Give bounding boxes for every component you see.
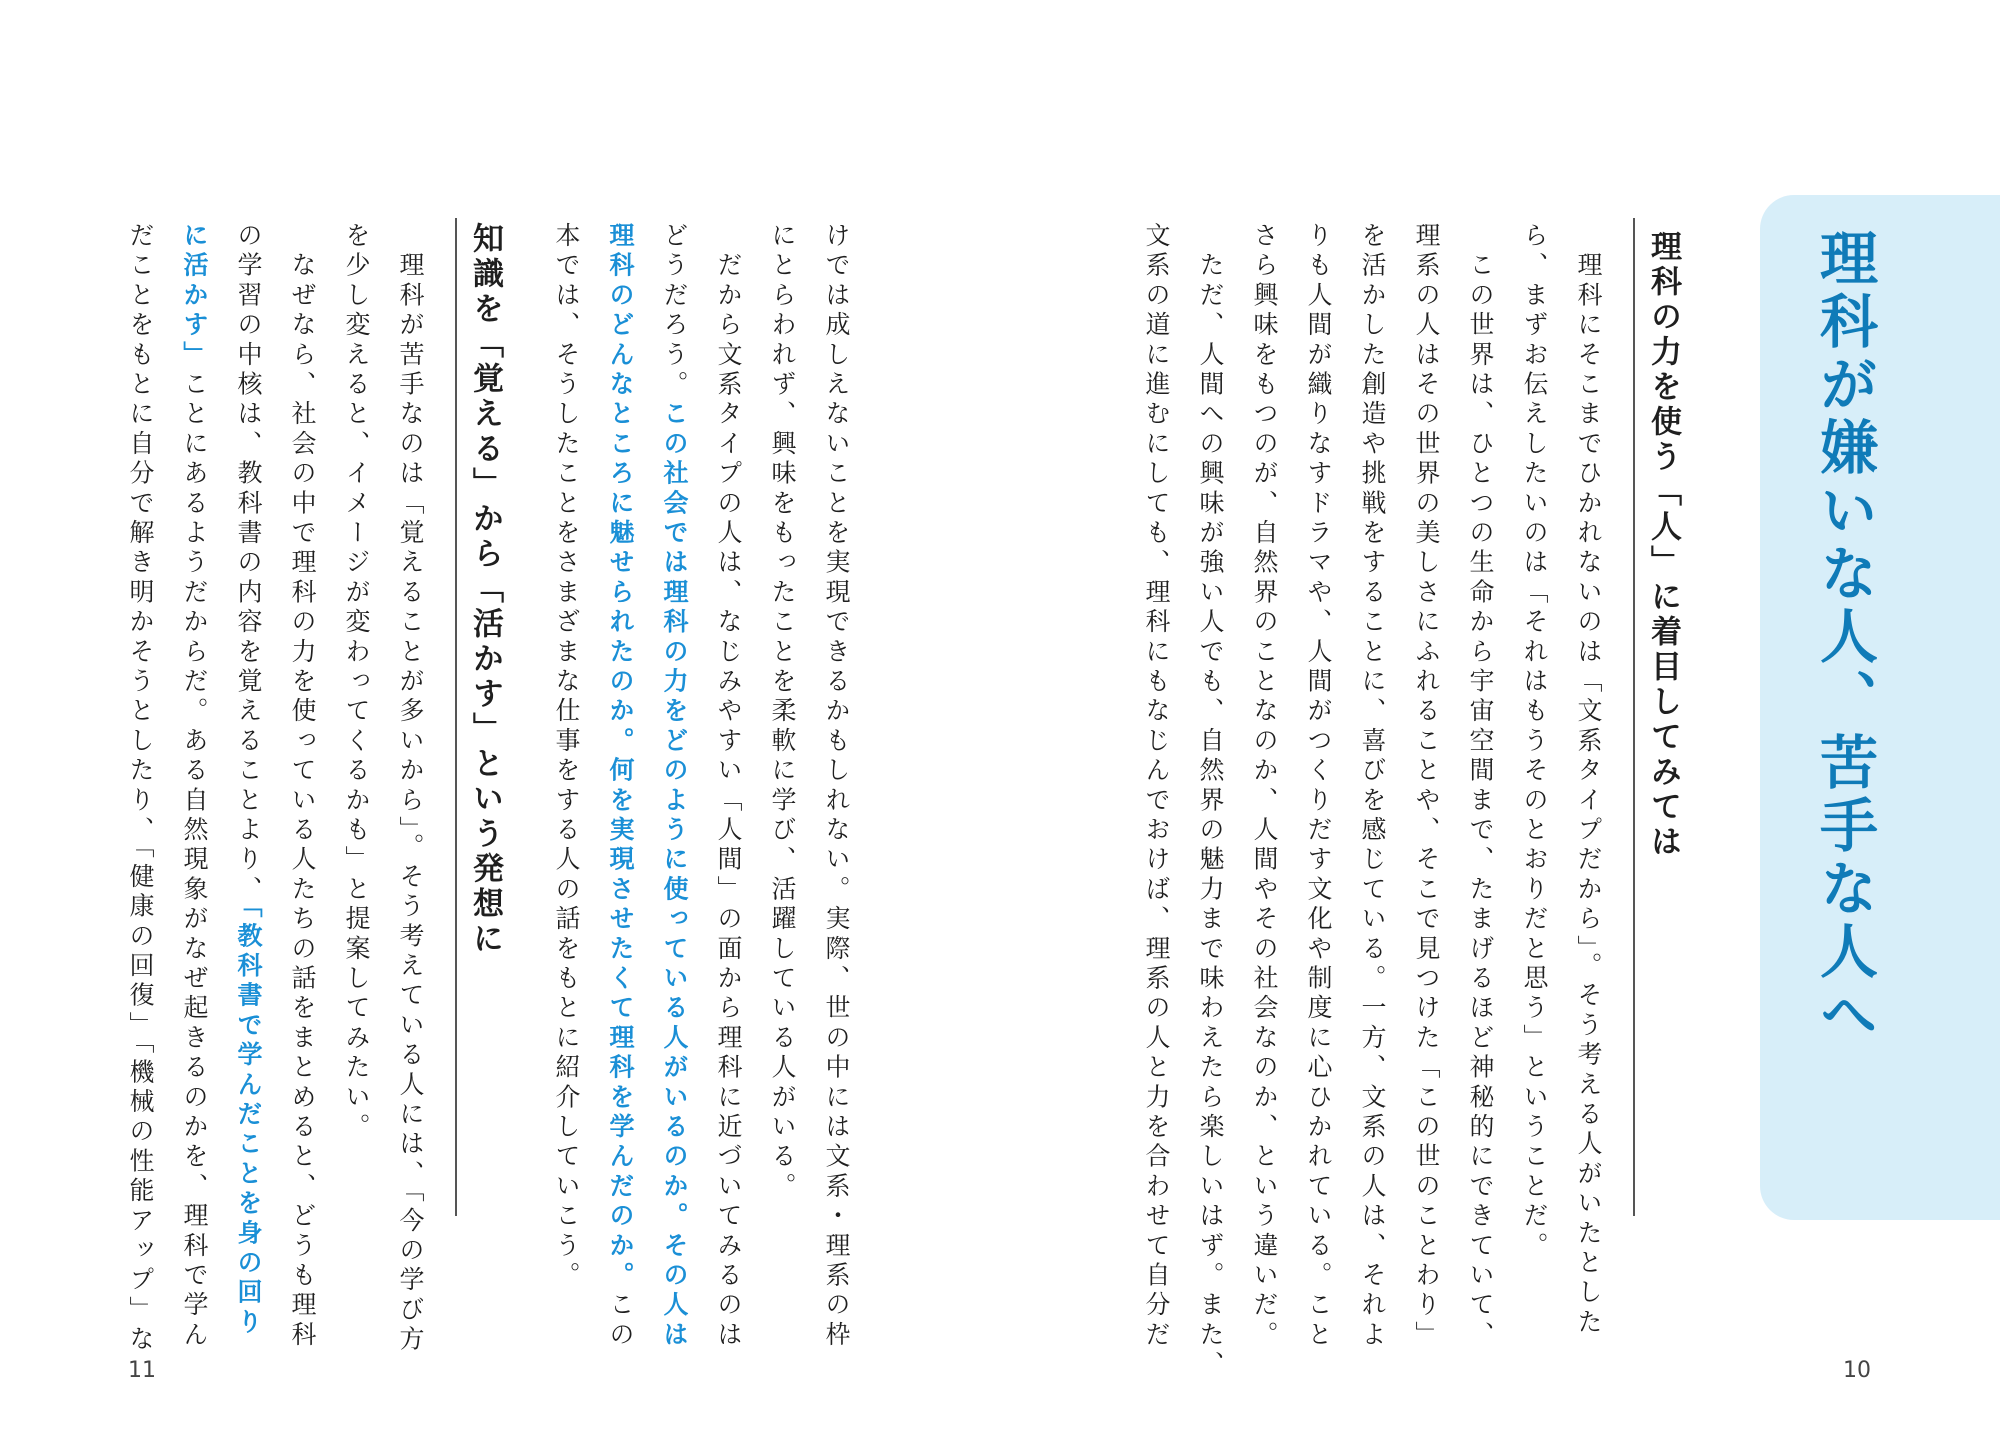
body-line: 本では、そうしたことをさまざまな仕事をする人の話をもとに紹介していこう。 <box>552 222 581 1292</box>
body-line: 理科が苦手なのは「覚えることが多いから」。そう考えている人には、「今の学び方 <box>396 222 425 1356</box>
title-band <box>1760 195 2000 1220</box>
body-text: ことにあるようだからだ。ある自然現象がなぜ起きるのかを、理科で学ん <box>180 370 209 1351</box>
body-line: さら興味をもつのが、自然界のことなのか、人間やその社会なのか、という違いだ。 <box>1250 222 1279 1351</box>
body-line: なぜなら、社会の中で理科の力を使っている人たちの話をまとめると、どうも理科 <box>288 222 317 1351</box>
body-line: 文系の道に進むにしても、理科にもなじんでおけば、理系の人と力を合わせて自分だ <box>1142 222 1171 1351</box>
body-line: だことをもとに自分で解き明かそうとしたり、「健康の回復」「機械の性能アップ」な <box>126 222 155 1356</box>
body-line-mixed <box>608 222 633 1351</box>
body-line: 理系の人はその世界の美しさにふれることや、そこで見つけた「この世のことわり」 <box>1412 222 1441 1351</box>
body-line: ただ、人間への興味が強い人でも、自然界の魅力まで味わえたら楽しいはず。また、 <box>1196 222 1225 1381</box>
body-line: けでは成しえないことを実現できるかもしれない。実際、世の中には文系・理系の枠 <box>822 222 851 1351</box>
section-heading-right: 理科の力を使う「人」に着目してみては <box>1645 230 1681 860</box>
body-line: りも人間が織りなすドラマや、人間がつくりだす文化や制度に心ひかれている。こと <box>1304 222 1333 1351</box>
body-line: にとらわれず、興味をもったことを柔軟に学び、活躍している人がいる。 <box>768 222 797 1203</box>
body-line-mixed <box>182 222 207 1351</box>
body-line-mixed <box>662 222 687 1351</box>
heading-rule-right <box>1633 218 1635 1216</box>
body-line: を少し変えると、イメージが変わってくるかも」と提案してみたい。 <box>342 222 371 1143</box>
body-line: を活かした創造や挑戦をすることに、喜びを感じている。一方、文系の人は、それよ <box>1358 222 1387 1351</box>
section-heading-left: 知識を「覚える」から「活かす」という発想に <box>467 222 503 957</box>
page-number-right: 10 <box>1843 1358 1871 1383</box>
page-number-left: 11 <box>128 1358 156 1383</box>
highlight-text: この社会では理科の力をどのように使っている人がいるのか。その人は <box>660 400 689 1351</box>
body-text: どうだろう。 <box>660 222 689 401</box>
body-text: の学習の中核は、教科書の内容を覚えることより、 <box>234 222 263 906</box>
heading-rule-left <box>455 218 457 1216</box>
chapter-title: 理科が嫌いな人、苦手な人へ <box>1810 228 1878 1047</box>
body-line-mixed <box>236 222 261 1338</box>
highlight-text: 理科のどんなところに魅せられたのか。何を実現させたくて理科を学んだのか。 <box>606 222 635 1292</box>
body-line: この世界は、ひとつの生命から宇宙空間まで、たまげるほど神秘的にできていて、 <box>1466 222 1495 1351</box>
body-text: この <box>606 1291 635 1351</box>
highlight-text: に活かす」 <box>180 222 209 371</box>
body-line: 理科にそこまでひかれないのは「文系タイプだから」。そう考える人がいたとした <box>1574 222 1603 1339</box>
body-line: ら、まずお伝えしたいのは「それはもうそのとおりだと思う」ということだ。 <box>1520 222 1549 1262</box>
body-line: だから文系タイプの人は、なじみやすい「人間」の面から理科に近づいてみるのは <box>714 222 743 1351</box>
highlight-text: 「教科書で学んだことを身の回り <box>234 905 263 1339</box>
